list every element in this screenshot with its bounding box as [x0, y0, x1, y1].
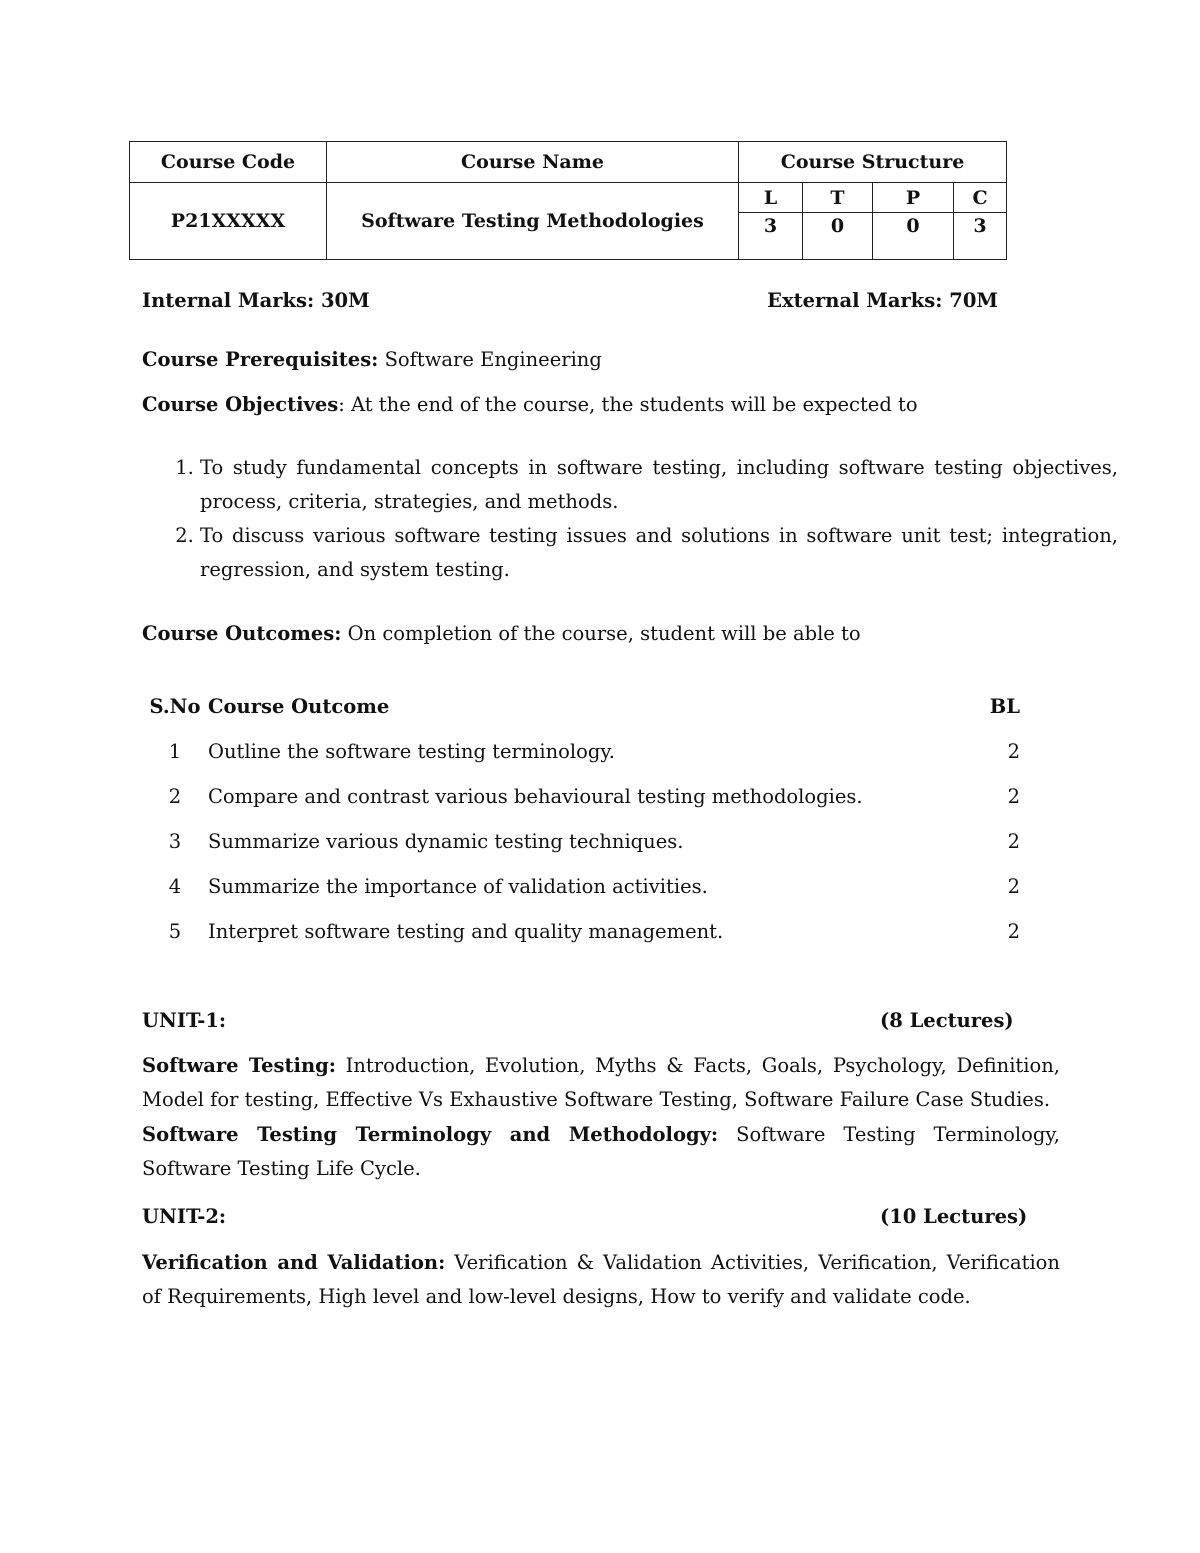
table-row — [142, 729, 1042, 774]
unit2-topic-label: Verification and Validation: — [142, 1251, 446, 1274]
outcome-sno: 2 — [168, 785, 182, 808]
objectives-list — [142, 451, 1118, 587]
course-objectives — [142, 393, 918, 416]
marks-line — [142, 289, 998, 312]
objectives-label: Course Objectives — [142, 393, 339, 416]
course-code-value: P21XXXXX — [130, 183, 327, 260]
outcome-sno: 4 — [168, 875, 182, 898]
unit1-topic-label: Software Testing Terminology and Methodology: — [142, 1123, 719, 1146]
unit1-topic-text: Introduction, Evolution, Myths & Facts, Goals, Psychology, Definition, Model for testing, Effective Vs Exhaustive Software Testing, Software Failure Case Studies. — [142, 1054, 1060, 1111]
unit1-terminology — [142, 1118, 1060, 1186]
outcome-text: Summarize the importance of validation activities. — [208, 875, 708, 898]
outcomes-table — [142, 684, 1042, 954]
outcome-bl: 2 — [1007, 830, 1020, 853]
header-outcome: Course Outcome — [208, 695, 390, 718]
header-course-code: Course Code — [130, 142, 327, 183]
unit1-lectures: (8 Lectures) — [880, 1009, 1014, 1032]
header-sno: S.No — [149, 695, 201, 718]
structure-label-c: C — [954, 183, 1007, 213]
objectives-intro: : At the end of the course, the students will be expected to — [338, 393, 918, 416]
structure-value-c: 3 — [954, 213, 1007, 260]
outcome-text: Summarize various dynamic testing techniques. — [208, 830, 684, 853]
structure-label-t: T — [803, 183, 873, 213]
table-header-row — [142, 684, 1042, 729]
outcome-text: Outline the software testing terminology. — [208, 740, 615, 763]
unit2-verification — [142, 1246, 1060, 1314]
unit1-topic-text: Software Testing Terminology, Software Testing Life Cycle. — [142, 1123, 1060, 1180]
external-marks: External Marks: 70M — [767, 289, 998, 312]
internal-marks: Internal Marks: 30M — [142, 289, 370, 312]
outcome-bl: 2 — [1007, 785, 1020, 808]
structure-value-t: 0 — [803, 213, 873, 260]
outcomes-intro: On completion of the course, student will be able to — [341, 622, 861, 645]
outcome-bl: 2 — [1007, 740, 1020, 763]
outcome-sno: 3 — [168, 830, 182, 853]
outcome-text: Interpret software testing and quality management. — [208, 920, 724, 943]
unit1-heading — [142, 1009, 1014, 1032]
objective-item: 2. To discuss various software testing issues and solutions in software unit test; integration, regression, and system testing. — [200, 519, 1118, 587]
table-row — [142, 909, 1042, 954]
table-row — [142, 819, 1042, 864]
header-course-name: Course Name — [327, 142, 739, 183]
table-row — [142, 864, 1042, 909]
outcome-sno: 1 — [168, 740, 182, 763]
course-header-table — [129, 141, 1007, 260]
table-row — [142, 774, 1042, 819]
outcome-text: Compare and contrast various behavioural testing methodologies. — [208, 785, 863, 808]
structure-value-l: 3 — [739, 213, 803, 260]
unit2-heading — [142, 1205, 1028, 1228]
unit1-software-testing — [142, 1049, 1060, 1117]
course-prerequisites — [142, 348, 602, 371]
prerequisites-value: Software Engineering — [378, 348, 602, 371]
course-outcomes — [142, 622, 861, 645]
structure-label-p: P — [873, 183, 954, 213]
header-course-structure: Course Structure — [739, 142, 1007, 183]
unit2-title: UNIT-2: — [142, 1205, 227, 1228]
prerequisites-label: Course Prerequisites: — [142, 348, 379, 371]
outcome-sno: 5 — [168, 920, 182, 943]
outcome-bl: 2 — [1007, 875, 1020, 898]
objective-item: 1. To study fundamental concepts in software testing, including software testing objectives, process, criteria, strategies, and methods. — [200, 451, 1118, 519]
header-bl: BL — [989, 695, 1020, 718]
structure-value-p: 0 — [873, 213, 954, 260]
course-name-value: Software Testing Methodologies — [327, 183, 739, 260]
unit2-topic-text: Verification & Validation Activities, Verification, Verification of Requirements, High level and low-level designs, How to verify and validate code. — [142, 1251, 1060, 1308]
unit2-lectures: (10 Lectures) — [880, 1205, 1028, 1228]
outcomes-label: Course Outcomes: — [142, 622, 342, 645]
outcome-bl: 2 — [1007, 920, 1020, 943]
unit1-title: UNIT-1: — [142, 1009, 227, 1032]
unit1-topic-label: Software Testing: — [142, 1054, 336, 1077]
structure-label-l: L — [739, 183, 803, 213]
